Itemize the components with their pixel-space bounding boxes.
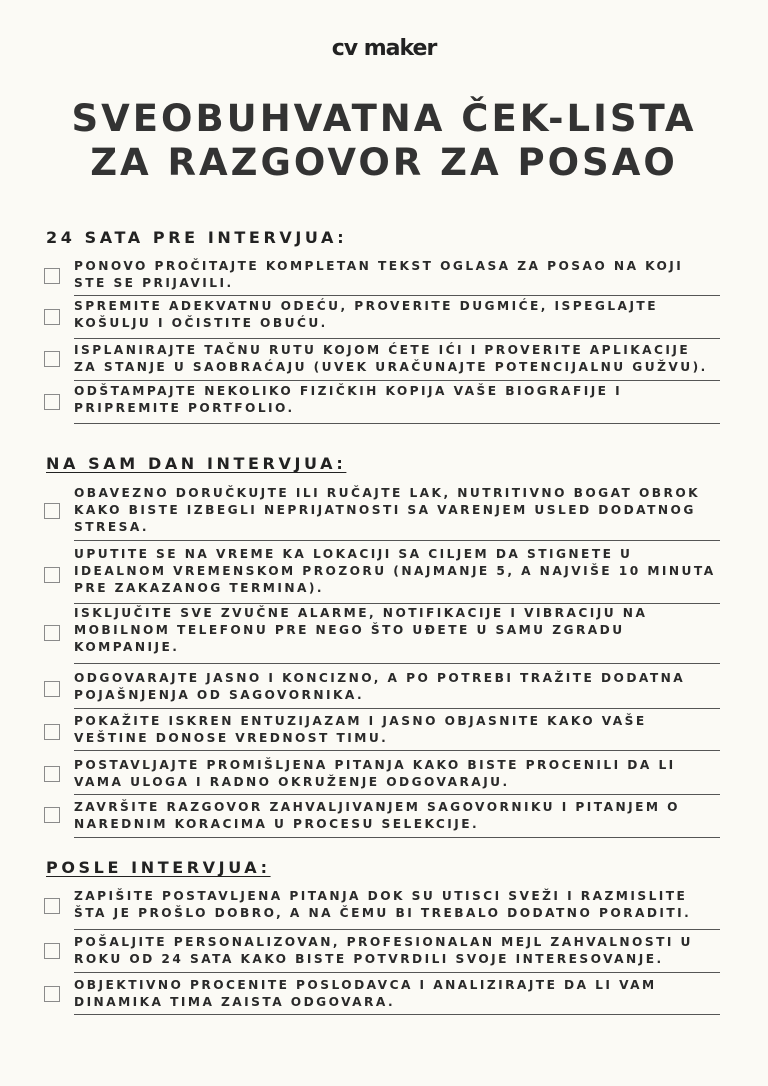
checkbox[interactable] [44, 394, 60, 410]
checkbox[interactable] [44, 351, 60, 367]
item-text-line: KOMPANIJE. [74, 640, 180, 654]
divider [74, 972, 720, 973]
checkbox[interactable] [44, 681, 60, 697]
divider [74, 295, 720, 296]
item-text-line: ŠTA JE PROŠLO DOBRO, A NA ČEMU BI TREBALO DODATNO PORADITI. [74, 906, 692, 920]
divider [74, 423, 720, 424]
divider [74, 540, 720, 541]
checkbox[interactable] [44, 268, 60, 284]
item-text-line: POŠALJITE PERSONALIZOVAN, PROFESIONALAN MEJL ZAHVALNOSTI U [74, 935, 693, 949]
item-text-line: VEŠTINE DONOSE VREDNOST TIMU. [74, 731, 389, 745]
checkbox[interactable] [44, 567, 60, 583]
item-text-line: POKAŽITE ISKREN ENTUZIJAZAM I JASNO OBJASNITE KAKO VAŠE [74, 714, 647, 728]
item-text-line: ISKLJUČITE SVE ZVUČNE ALARME, NOTIFIKACIJE I VIBRACIJU NA [74, 606, 648, 620]
item-text-line: SPREMITE ADEKVATNU ODEĆU, PROVERITE DUGMIĆE, ISPEGLAJTE [74, 299, 658, 313]
item-text-line: IDEALNOM VREMENSKOM PROZORU (NAJMANJE 5, A NAJVIŠE 10 MINUTA [74, 564, 716, 578]
item-text-line: ISPLANIRAJTE TAČNU RUTU KOJOM ĆETE IĆI I PROVERITE APLIKACIJE [74, 343, 691, 357]
item-text-line: ODGOVARAJTE JASNO I KONCIZNO, A PO POTREBI TRAŽITE DODATNA [74, 671, 686, 685]
checkbox[interactable] [44, 943, 60, 959]
item-text-line: KOŠULJU I OČISTITE OBUĆU. [74, 316, 328, 330]
item-text-line: POJAŠNJENJA OD SAGOVORNIKA. [74, 688, 365, 702]
checkbox[interactable] [44, 807, 60, 823]
divider [74, 750, 720, 751]
item-text-line: PONOVO PROČITAJTE KOMPLETAN TEKST OGLASA ZA POSAO NA KOJI [74, 259, 684, 273]
divider [74, 603, 720, 604]
item-text-line: ROKU OD 24 SATA KAKO BISTE POTVRDILI SVOJE INTERESOVANJE. [74, 952, 664, 966]
item-text-line: ZAPIŠITE POSTAVLJENA PITANJA DOK SU UTISCI SVEŽI I RAZMISLITE [74, 889, 688, 903]
title-line-2: ZA RAZGOVOR ZA POSAO [90, 141, 678, 184]
checkbox[interactable] [44, 766, 60, 782]
divider [74, 708, 720, 709]
title-line-1: SVEOBUHVATNA ČEK-LISTA [71, 97, 697, 140]
item-text-line: STE SE PRIJAVILI. [74, 276, 234, 290]
item-text-line: UPUTITE SE NA VREME KA LOKACIJI SA CILJEM DA STIGNETE U [74, 547, 633, 561]
divider [74, 794, 720, 795]
item-text-line: PRIPREMITE PORTFOLIO. [74, 401, 295, 415]
divider [74, 837, 720, 838]
item-text-line: MOBILNOM TELEFONU PRE NEGO ŠTO UĐETE U SAMU ZGRADU [74, 623, 625, 637]
item-text-line: OBAVEZNO DORUČKUJTE ILI RUČAJTE LAK, NUTRITIVNO BOGAT OBROK [74, 486, 701, 500]
divider [74, 380, 720, 381]
item-text-line: DINAMIKA TIMA ZAISTA ODGOVARA. [74, 995, 396, 1009]
item-text-line: ODŠTAMPAJTE NEKOLIKO FIZIČKIH KOPIJA VAŠE BIOGRAFIJE I [74, 384, 623, 398]
page-title [0, 97, 768, 185]
item-text-line: ZAVRŠITE RAZGOVOR ZAHVALJIVANJEM SAGOVORNIKU I PITANJEM O [74, 800, 680, 814]
section-heading-before-interview: 24 SATA PRE INTERVJUA: [46, 228, 348, 247]
divider [74, 663, 720, 664]
divider [74, 929, 720, 930]
checkbox[interactable] [44, 503, 60, 519]
divider [74, 338, 720, 339]
checkbox[interactable] [44, 986, 60, 1002]
item-text-line: ZA STANJE U SAOBRAĆAJU (UVEK URAČUNAJTE POTENCIJALNU GUŽVU). [74, 360, 708, 374]
section-heading-interview-day: NA SAM DAN INTERVJUA: [46, 454, 347, 473]
item-text-line: OBJEKTIVNO PROCENITE POSLODAVCA I ANALIZIRAJTE DA LI VAM [74, 978, 657, 992]
checkbox[interactable] [44, 625, 60, 641]
checkbox[interactable] [44, 309, 60, 325]
checkbox[interactable] [44, 724, 60, 740]
item-text-line: NAREDNIM KORACIMA U PROCESU SELEKCIJE. [74, 817, 480, 831]
checkbox[interactable] [44, 898, 60, 914]
item-text-line: PRE ZAKAZANOG TERMINA). [74, 581, 324, 595]
item-text-line: STRESA. [74, 520, 150, 534]
section-heading-after-interview: POSLE INTERVJUA: [46, 858, 271, 877]
brand-logo: cv maker [331, 36, 437, 61]
item-text-line: VAMA ULOGA I RADNO OKRUŽENJE ODGOVARAJU. [74, 775, 510, 789]
item-text-line: POSTAVLJAJTE PROMIŠLJENA PITANJA KAKO BISTE PROCENILI DA LI [74, 758, 676, 772]
item-text-line: KAKO BISTE IZBEGLI NEPRIJATNOSTI SA VARENJEM USLED DODATNOG [74, 503, 696, 517]
divider [74, 1014, 720, 1015]
